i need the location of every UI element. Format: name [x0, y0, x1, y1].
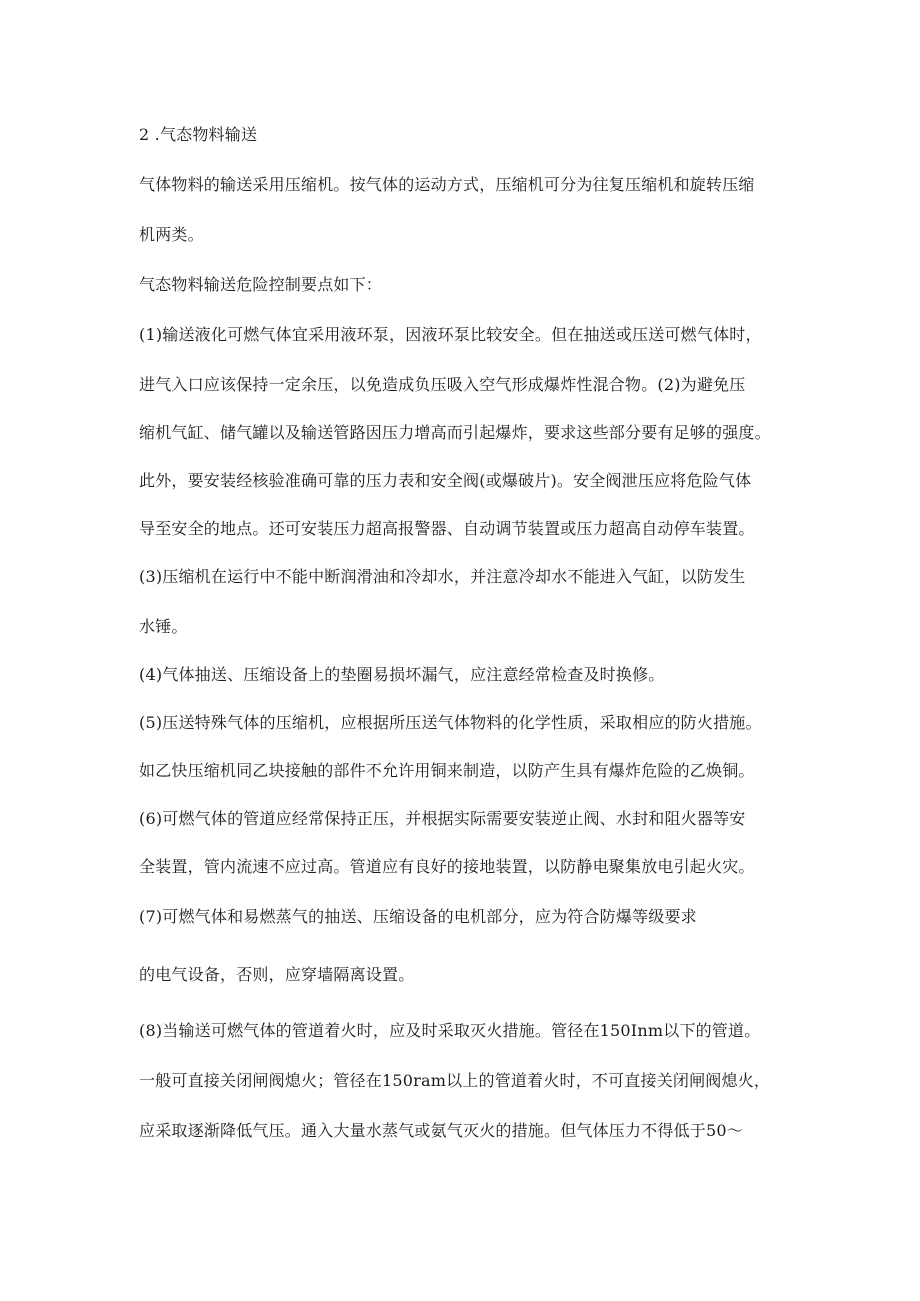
text-line: (8)当输送可燃气体的管道着火时，应及时采取灭火措施。管径在150Inm以下的管道。: [139, 1021, 761, 1040]
text-line: (6)可燃气体的管道应经常保持正压，并根据实际需要安装逆止阀、水封和阻火器等安: [139, 809, 746, 828]
text-line: 此外，要安装经核验准确可靠的压力表和安全阀(或爆破片)。安全阀泄压应将危险气体: [139, 471, 752, 490]
text-line: (4)气体抽送、压缩设备上的垫圈易损坏漏气，应注意经常检查及时换修。: [139, 665, 665, 684]
text-line: 应采取逐渐降低气压。通入大量水蒸气或氨气灭火的措施。但气体压力不得低于50～: [139, 1121, 743, 1140]
text-line: (1)输送液化可燃气体宜采用液环泵，因液环泵比较安全。但在抽送或压送可燃气体时，: [139, 325, 762, 344]
text-line: (3)压缩机在运行中不能中断润滑油和冷却水，并注意冷却水不能进入气缸，以防发生: [139, 567, 746, 586]
text-line: 的电气设备，否则，应穿墙隔离设置。: [139, 965, 415, 984]
text-line: 缩机气缸、储气罐以及输送管路因压力增高而引起爆炸，要求这些部分要有足够的强度。: [139, 423, 771, 442]
text-line: 导至安全的地点。还可安装压力超高报警器、自动调节装置或压力超高自动停车装置。: [139, 519, 755, 538]
text-line: 进气入口应该保持一定余压，以免造成负压吸入空气形成爆炸性混合物。(2)为避免压: [139, 375, 746, 394]
text-line: (5)压送特殊气体的压缩机，应根据所压送气体物料的化学性质，采取相应的防火措施。: [139, 713, 762, 732]
text-line: 如乙快压缩机同乙块接触的部件不允许用铜来制造，以防产生具有爆炸危险的乙焕铜。: [139, 761, 755, 780]
section-heading: 2 .气态物料输送: [139, 125, 258, 144]
text-line: 气体物料的输送采用压缩机。按气体的运动方式，压缩机可分为往复压缩机和旋转压缩: [139, 175, 755, 194]
text-line: 气态物料输送危险控制要点如下：: [139, 275, 383, 294]
text-line: 一般可直接关闭闸阀熄火；管径在150ram以上的管道着火时，不可直接关闭闸阀熄火，: [139, 1071, 771, 1090]
text-line: 水锤。: [139, 617, 188, 636]
text-line: 全装置，管内流速不应过高。管道应有良好的接地装置，以防静电聚集放电引起火灾。: [139, 857, 755, 876]
text-line: 机两类。: [139, 225, 204, 244]
text-line: (7)可燃气体和易燃蒸气的抽送、压缩设备的电机部分，应为符合防爆等级要求: [139, 907, 697, 926]
